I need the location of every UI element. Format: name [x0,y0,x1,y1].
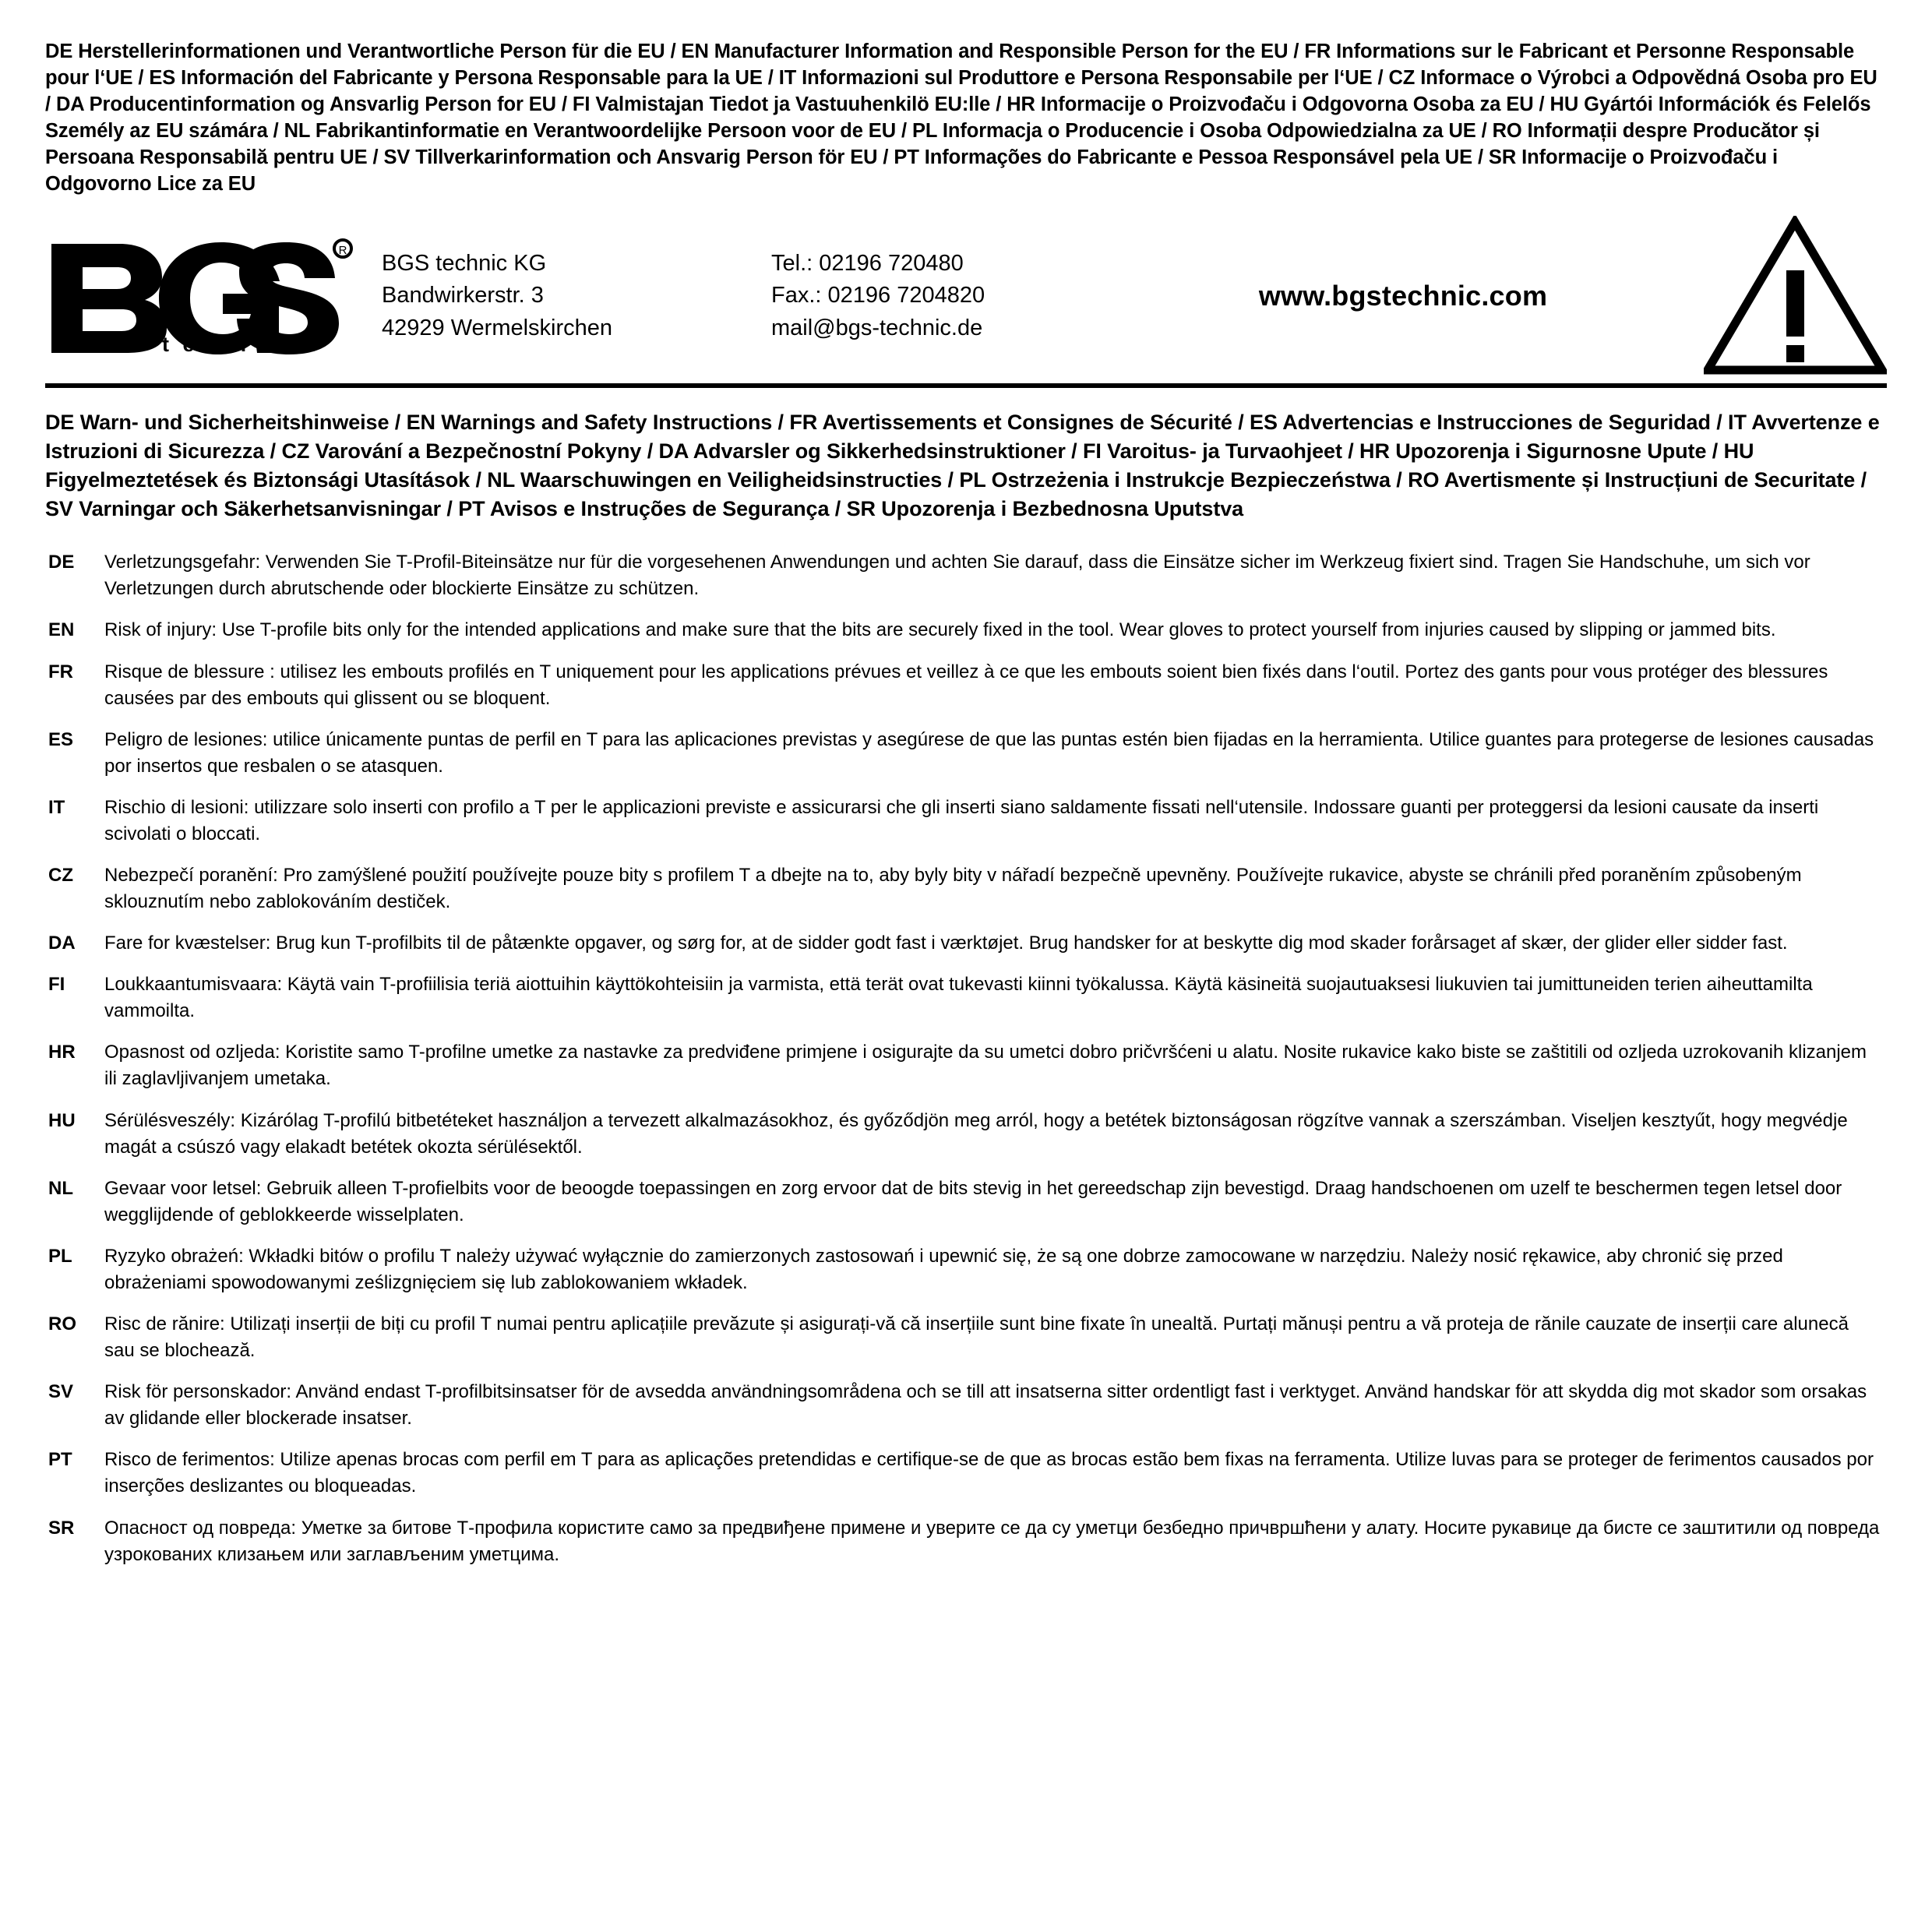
list-item [45,549,1887,602]
list-item [45,1176,1887,1229]
lang-code: CZ [48,865,73,887]
list-item [45,1447,1887,1500]
svg-text:R: R [338,243,347,257]
svg-text:t e c h n i c: t e c h n i c [162,332,322,354]
company-contact [771,248,1114,344]
list-item [45,862,1887,915]
company-street: Bandwirkerstr. 3 [382,283,544,308]
lang-code: FI [48,974,65,996]
lang-text: Опасност од повреда: Уметке за битове Т-профила користите само за предвиђене примене и уверите се да су уметци безбедно причвршћени у алату. Носите рукавице да бисте се заштитили од повреда узрокованих клизањем или заглављеним уметцима. [104,1517,1880,1565]
lang-code: ES [48,728,74,750]
lang-text: Sérülésveszély: Kizárólag T-profilú bitbetéteket használjon a tervezett alkalmazásokhoz, és győződjön meg arról, hogy a betétek biztonságosan rögzítve vannak a szerszámban. Viseljen kesztyűt, hogy megvédje magát a csúszó vagy elakadt betétek okozta sérülésektől. [104,1109,1848,1158]
lang-text: Rischio di lesioni: utilizzare solo inserti con profilo a T per le applicazioni previste e assicurarsi che gli inserti siano saldamente fissati nell‘utensile. Indossare guanti per proteggersi da lesioni causate da inserti scivolati o bloccati. [104,796,1819,844]
list-item [45,617,1887,643]
list-item [45,1108,1887,1161]
lang-code: SV [48,1381,74,1403]
lang-text: Ryzyko obrażeń: Wkładki bitów o profilu T należy używać wyłącznie do zamierzonych zastosowań i upewnić się, że są one dobrze zamocowane w narzędziu. Należy nosić rękawice, aby chronić się przed obrażeniami spowodowanymi ześlizgnięciem się lub zablokowaniem wkładek. [104,1245,1783,1293]
lang-code: DA [48,933,76,954]
lang-text: Risque de blessure : utilisez les embouts profilés en T uniquement pour les applications prévues et veillez à ce que les embouts soient bien fixés dans l‘outil. Portez des gants pour vous protéger des blessures causées par des embouts qui glissent ou se bloquent. [104,661,1828,709]
company-address [372,248,771,344]
lang-code: PL [48,1245,72,1267]
lang-code: IT [48,796,65,818]
lang-code: DE [48,552,75,573]
company-band [45,211,1887,388]
company-city: 42929 Wermelskirchen [382,315,613,340]
list-item [45,727,1887,780]
warning-triangle-icon [1692,216,1887,375]
company-website[interactable]: www.bgstechnic.com [1258,279,1548,312]
lang-code: FR [48,661,73,682]
lang-text: Gevaar voor letsel: Gebruik alleen T-profielbits voor de beoogde toepassingen en zorg ervoor dat de bits stevig in het gereedschap zijn bevestigd. Draag handschoenen om uzelf te beschermen tegen letsel door wegglijdende of geblokkeerde wisselplaten. [104,1177,1842,1225]
list-item [45,795,1887,848]
list-item [45,971,1887,1024]
bgs-logo [45,238,372,354]
lang-code: RO [48,1313,76,1335]
company-name: BGS technic KG [382,251,547,277]
list-item [45,659,1887,712]
lang-code: HR [48,1042,76,1063]
lang-text: Risk för personskador: Använd endast T-profilbitsinsatser för de avsedda användningsområdena och se till att insatserna sitter ordentligt fast i verktyget. Använd handskar för att skydda dig mot skador som orsakas av glidande eller blockerade insatser. [104,1381,1867,1430]
lang-text: Verletzungsgefahr: Verwenden Sie T-Profil-Biteinsätze nur für die vorgesehenen Anwendungen und achten Sie darauf, dass die Einsätze sicher im Werkzeug fixiert sind. Tragen Sie Handschuhe, um sich vor Verletzungen durch abrutschende oder blockierte Einsätze zu schützen. [104,552,1810,600]
list-item [45,1311,1887,1364]
lang-code: HU [48,1109,76,1131]
lang-text: Fare for kvæstelser: Brug kun T-profilbits til de påtænkte opgaver, og sørg for, at de sidder godt fast i værktøjet. Brug handsker for at beskytte dig mod skader forårsaget af skær, der glider eller sidder fast. [104,933,1788,954]
lang-code: PT [48,1449,72,1471]
lang-code: SR [48,1517,75,1539]
list-item [45,930,1887,957]
list-item [45,1039,1887,1092]
lang-code: NL [48,1177,73,1199]
safety-section-title: DE Warn- und Sicherheitshinweise / EN Warnings and Safety Instructions / FR Avertissements et Consignes de Sécurité / ES Advertencias e Instrucciones de Seguridad / IT Avvertenze e Istruzioni di Sicurezza / CZ Varování a Bezpečnostní Pokyny / DA Advarsler og Sikkerhedsinstruktioner / FI Varoitus- ja Turvaohjeet / HR Upozorenja i Sigurnosne Upute / HU Figyelmeztetések és Biztonsági Utasítások / NL Waarschuwingen en Veiligheidsinstructies / PL Ostrzeżenia i Instrukcje Bezpieczeństwa / RO Avertismente și Instrucțiuni de Securitate / SV Varningar och Säkerhetsanvisningar / PT Avisos e Instruções de Segurança / SR Upozorenja i Bezbednosna Uputstva [45,411,1880,520]
manufacturer-info-heading: DE Herstellerinformationen und Verantwortliche Person für die EU / EN Manufacturer Information and Responsible Person for the EU / FR Informations sur le Fabricant et Personne Responsable pour l‘UE / ES Información del Fabricante y Persona Responsable para la UE / IT Informazioni sul Produttore e Persona Responsabile per l‘UE / CZ Informace o Výrobci a Odpovědná Osoba pro EU / DA Producentinformation og Ansvarlig Person for EU / FI Valmistajan Tiedot ja Vastuuhenkilö EU:lle / HR Informacije o Proizvođaču i Odgovorna Osoba za EU / HU Gyártói Információk és Felelős Személy az EU számára / NL Fabrikantinformatie en Verantwoordelijke Persoon voor de EU / PL Informacja o Producencie i Osoba Odpowiedzialna za UE / RO Informații despre Producător și Persoana Responsabilă pentru UE / SV Tillverkarinformation och Ansvarig Person för EU / PT Informações do Fabricante e Pessoa Responsável pela UE / SR Informacije o Proizvođaču i Odgovorno Lice za EU [45,41,1877,195]
list-item [45,1515,1887,1568]
list-item [45,1243,1887,1296]
lang-text: Nebezpečí poranění: Pro zamýšlené použití používejte pouze bity s profilem T a dbejte na to, aby byly bity v nářadí bezpečně upevněny. Používejte rukavice, abyste se chránili před poraněním způsobeným sklouznutím nebo zablokováním destiček. [104,865,1802,913]
company-tel: Tel.: 02196 720480 [771,251,964,277]
lang-text: Loukkaantumisvaara: Käytä vain T-profiilisia teriä aiottuihin käyttökohteisiin ja varmista, että terät ovat tukevasti kiinni työkalussa. Käytä käsineitä suojautuaksesi liukuvien tai jumittuneiden terien aiheuttamilta vammoilta. [104,974,1813,1022]
list-item [45,1379,1887,1432]
safety-instructions-list [45,549,1887,1567]
lang-text: Risco de ferimentos: Utilize apenas brocas com perfil em T para as aplicações pretendidas e certifique-se de que as brocas estão bem fixas na ferramenta. Utilize luvas para se proteger de ferimentos causados por inserções deslizantes ou bloqueadas. [104,1449,1874,1497]
lang-text: Risc de rănire: Utilizați inserții de biți cu profil T numai pentru aplicațiile prevăzute și asigurați-vă că inserțiile sunt bine fixate în unealtă. Purtați mănuși pentru a vă proteja de rănile cauzate de inserții care alunecă sau se blochează. [104,1313,1849,1362]
lang-text: Risk of injury: Use T-profile bits only for the intended applications and make sure that the bits are securely fixed in the tool. Wear gloves to protect yourself from injuries caused by slipping or jammed bits. [104,619,1776,641]
company-fax: Fax.: 02196 7204820 [771,283,985,308]
lang-text: Opasnost od ozljeda: Koristite samo T-profilne umetke za nastavke za predviđene primjene i osigurajte da su umetci dobro pričvršćeni u alatu. Nosite rukavice kako biste se zaštitili od ozljeda uzrokovanih klizanjem ili zaglavljivanjem umetaka. [104,1042,1867,1090]
company-email[interactable]: mail@bgs-technic.de [771,315,983,340]
lang-text: Peligro de lesiones: utilice únicamente puntas de perfil en T para las aplicaciones previstas y asegúrese de que las puntas estén bien fijadas en la herramienta. Utilice guantes para protegerse de lesiones causadas por insertos que resbalen o se atasquen. [104,728,1874,777]
lang-code: EN [48,619,75,641]
